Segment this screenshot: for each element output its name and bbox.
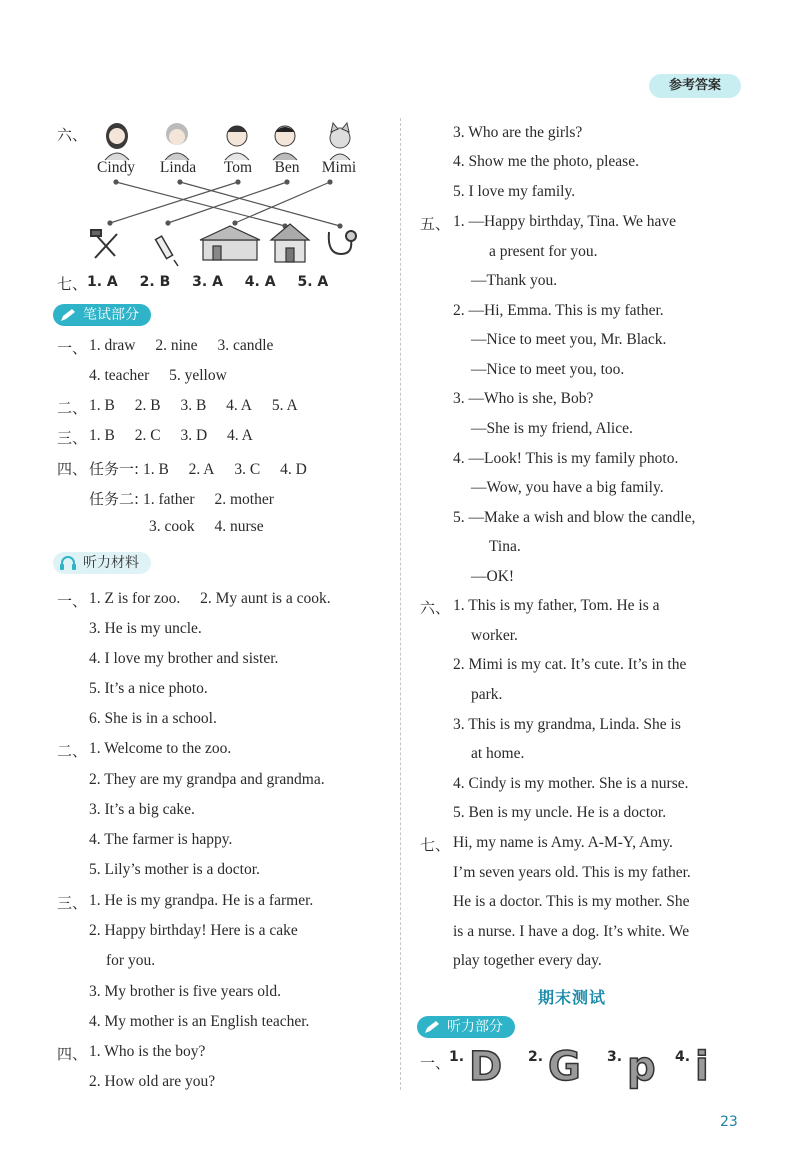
final-q1-label: 一、 bbox=[420, 1054, 451, 1072]
dialogue-line: —Nice to meet you, too. bbox=[471, 361, 625, 378]
w4-task2-row2 bbox=[149, 518, 264, 536]
letter-G: G bbox=[548, 1044, 581, 1090]
listening-material-badge bbox=[53, 552, 151, 574]
badge-label: 听力材料 bbox=[83, 555, 139, 571]
answer: 4. A bbox=[227, 427, 253, 444]
dialogue-line: 2. —Hi, Emma. This is my father. bbox=[453, 302, 664, 319]
sentence: worker. bbox=[471, 627, 518, 644]
answer: 3. candle bbox=[217, 337, 274, 354]
l1-label: 一、 bbox=[57, 592, 88, 610]
sentence: 4. I love my brother and sister. bbox=[89, 650, 279, 667]
sentence: 1. Who is the boy? bbox=[89, 1043, 206, 1060]
sentence: 6. She is in a school. bbox=[89, 710, 217, 727]
dialogue-line: Tina. bbox=[489, 538, 521, 555]
farm-icon bbox=[200, 226, 260, 260]
final-listening-badge bbox=[417, 1016, 515, 1038]
dialogue-line: —Thank you. bbox=[471, 272, 558, 289]
answer: 3. C bbox=[234, 461, 261, 478]
tools-icon bbox=[91, 230, 117, 258]
passage-line: is a nurse. I have a dog. It’s white. We bbox=[453, 923, 690, 940]
passage-line: He is a doctor. This is my mother. She bbox=[453, 893, 690, 910]
linda-portrait-icon bbox=[165, 123, 189, 160]
sentence: 1. He is my grandpa. He is a farmer. bbox=[89, 892, 314, 909]
answer: 2. A bbox=[188, 461, 215, 478]
ben-portrait-icon bbox=[273, 126, 297, 160]
answer: 4. teacher bbox=[89, 367, 150, 384]
written-section-badge bbox=[53, 304, 151, 326]
answer: 1. B bbox=[142, 461, 169, 478]
l1-row1 bbox=[89, 590, 331, 608]
sentence: 3. This is my grandma, Linda. She is bbox=[453, 716, 681, 733]
dialogue-line: —She is my friend, Alice. bbox=[471, 420, 633, 437]
badge-label: 听力部分 bbox=[447, 1019, 503, 1035]
answer: 1. B bbox=[89, 397, 115, 414]
letter-i: i bbox=[695, 1044, 709, 1090]
dialogue-line: 5. —Make a wish and blow the candle, bbox=[453, 509, 696, 526]
w2-answers bbox=[89, 397, 298, 415]
w1-row2 bbox=[89, 367, 227, 385]
answer: 4. nurse bbox=[214, 518, 264, 535]
l3-label: 三、 bbox=[57, 894, 88, 912]
answer: 4. A bbox=[226, 397, 252, 414]
answer: 4. D bbox=[280, 461, 307, 478]
sentence: 5. Lily’s mother is a doctor. bbox=[89, 861, 260, 878]
sentence: 4. Show me the photo, please. bbox=[453, 153, 639, 170]
passage-line: play together every day. bbox=[453, 952, 602, 969]
item-number: 2. bbox=[528, 1049, 544, 1065]
sentence: 5. I love my family. bbox=[453, 183, 576, 200]
tom-portrait-icon bbox=[225, 126, 249, 160]
badge-label: 笔试部分 bbox=[83, 307, 139, 323]
sentence: 3. Who are the girls? bbox=[453, 124, 583, 141]
sentence: 2. How old are you? bbox=[89, 1073, 216, 1090]
sentence: park. bbox=[471, 686, 503, 703]
q7-label: 七、 bbox=[57, 275, 88, 293]
letter-D: D bbox=[469, 1044, 503, 1090]
sentence: 3. It’s a big cake. bbox=[89, 801, 195, 818]
page-number: 23 bbox=[720, 1114, 738, 1130]
dialogue-line: —Wow, you have a big family. bbox=[471, 479, 664, 496]
passage-line: Hi, my name is Amy. A-M-Y, Amy. bbox=[453, 834, 673, 851]
answer: 2. B bbox=[134, 397, 161, 414]
dialogue-line: a present for you. bbox=[489, 243, 598, 260]
w2-label: 二、 bbox=[57, 399, 88, 417]
person-name: Tom bbox=[223, 159, 253, 176]
sentence: 2. Mimi is my cat. It’s cute. It’s in the bbox=[453, 656, 687, 673]
dialogue-line: 1. —Happy birthday, Tina. We have bbox=[453, 213, 677, 230]
stethoscope-icon bbox=[329, 231, 356, 254]
task1-label: 任务一: bbox=[89, 460, 140, 478]
item-number: 4. bbox=[675, 1049, 691, 1065]
sentence: 5. Ben is my uncle. He is a doctor. bbox=[453, 804, 667, 821]
sentence: for you. bbox=[106, 952, 156, 969]
sentence: 3. He is my uncle. bbox=[89, 620, 202, 637]
l2-label: 二、 bbox=[57, 742, 88, 760]
sentence: at home. bbox=[471, 745, 525, 762]
w4-label: 四、 bbox=[57, 460, 88, 478]
w4-task2-row1 bbox=[89, 488, 274, 509]
sentence: 1. This is my father, Tom. He is a bbox=[453, 597, 660, 614]
person-name: Linda bbox=[159, 159, 197, 176]
passage-line: I’m seven years old. This is my father. bbox=[453, 864, 691, 881]
w3-label: 三、 bbox=[57, 429, 88, 447]
q7r-label: 七、 bbox=[420, 836, 451, 854]
item-number: 1. bbox=[449, 1049, 465, 1065]
dialogue-line: 4. —Look! This is my family photo. bbox=[453, 450, 679, 467]
answer: 2. C bbox=[134, 427, 161, 444]
q7-answers bbox=[87, 273, 328, 291]
answer: 2. mother bbox=[214, 491, 274, 508]
sentence: 5. It’s a nice photo. bbox=[89, 680, 208, 697]
w4-task1 bbox=[89, 458, 307, 479]
answer: 3. A bbox=[192, 274, 223, 290]
answer: 2. nine bbox=[155, 337, 198, 354]
person-name: Mimi bbox=[321, 159, 357, 176]
person-name: Cindy bbox=[97, 159, 135, 176]
q6r-label: 六、 bbox=[420, 599, 451, 617]
column-divider bbox=[400, 118, 401, 1090]
cindy-portrait-icon bbox=[105, 123, 129, 160]
mimi-cat-icon bbox=[330, 123, 350, 160]
people-row bbox=[95, 120, 375, 162]
dialogue-line: 3. —Who is she, Bob? bbox=[453, 390, 594, 407]
answer: 3. D bbox=[180, 427, 208, 444]
headphones-icon bbox=[59, 555, 77, 571]
sentence: 3. My brother is five years old. bbox=[89, 983, 281, 1000]
sentence: 4. My mother is an English teacher. bbox=[89, 1013, 310, 1030]
sentence: 2. Happy birthday! Here is a cake bbox=[89, 922, 298, 939]
sentence: 2. They are my grandpa and grandma. bbox=[89, 771, 325, 788]
answer: 3. B bbox=[180, 397, 207, 414]
person-name: Ben bbox=[274, 159, 300, 176]
dialogue-line: —Nice to meet you, Mr. Black. bbox=[471, 331, 667, 348]
sentence: 2. My aunt is a cook. bbox=[200, 590, 331, 607]
dialogue-line: —OK! bbox=[471, 568, 515, 585]
answer: 1. B bbox=[89, 427, 115, 444]
answer: 5. A bbox=[271, 397, 298, 414]
answer: 1. A bbox=[87, 274, 118, 290]
q6-label: 六、 bbox=[57, 126, 88, 144]
sentence: 4. Cindy is my mother. She is a nurse. bbox=[453, 775, 689, 792]
w1-row1 bbox=[89, 337, 273, 355]
w1-label: 一、 bbox=[57, 339, 88, 357]
answer-key-tag: 参考答案 bbox=[649, 74, 741, 98]
letter-p: p bbox=[627, 1044, 656, 1090]
task2-label: 任务二: bbox=[89, 490, 140, 508]
q5-label: 五、 bbox=[420, 215, 451, 233]
matching-diagram bbox=[85, 178, 375, 268]
sentence: 1. Z is for zoo. bbox=[89, 590, 181, 607]
answer: 1. father bbox=[142, 491, 195, 508]
w3-answers bbox=[89, 427, 253, 445]
answer: 2. B bbox=[139, 274, 171, 290]
answer: 4. A bbox=[244, 274, 276, 290]
answer: 5. A bbox=[297, 274, 329, 290]
answer: 3. cook bbox=[149, 518, 195, 535]
answer: 1. draw bbox=[89, 337, 136, 354]
item-number: 3. bbox=[607, 1049, 623, 1065]
syringe-icon bbox=[156, 236, 178, 266]
house-icon bbox=[271, 224, 309, 262]
sentence: 4. The farmer is happy. bbox=[89, 831, 233, 848]
pencil-icon bbox=[423, 1019, 441, 1035]
pencil-icon bbox=[59, 307, 77, 323]
sentence: 1. Welcome to the zoo. bbox=[89, 740, 232, 757]
l4-label: 四、 bbox=[57, 1045, 88, 1063]
answer: 5. yellow bbox=[169, 367, 227, 384]
final-test-title: 期末测试 bbox=[538, 988, 607, 1007]
